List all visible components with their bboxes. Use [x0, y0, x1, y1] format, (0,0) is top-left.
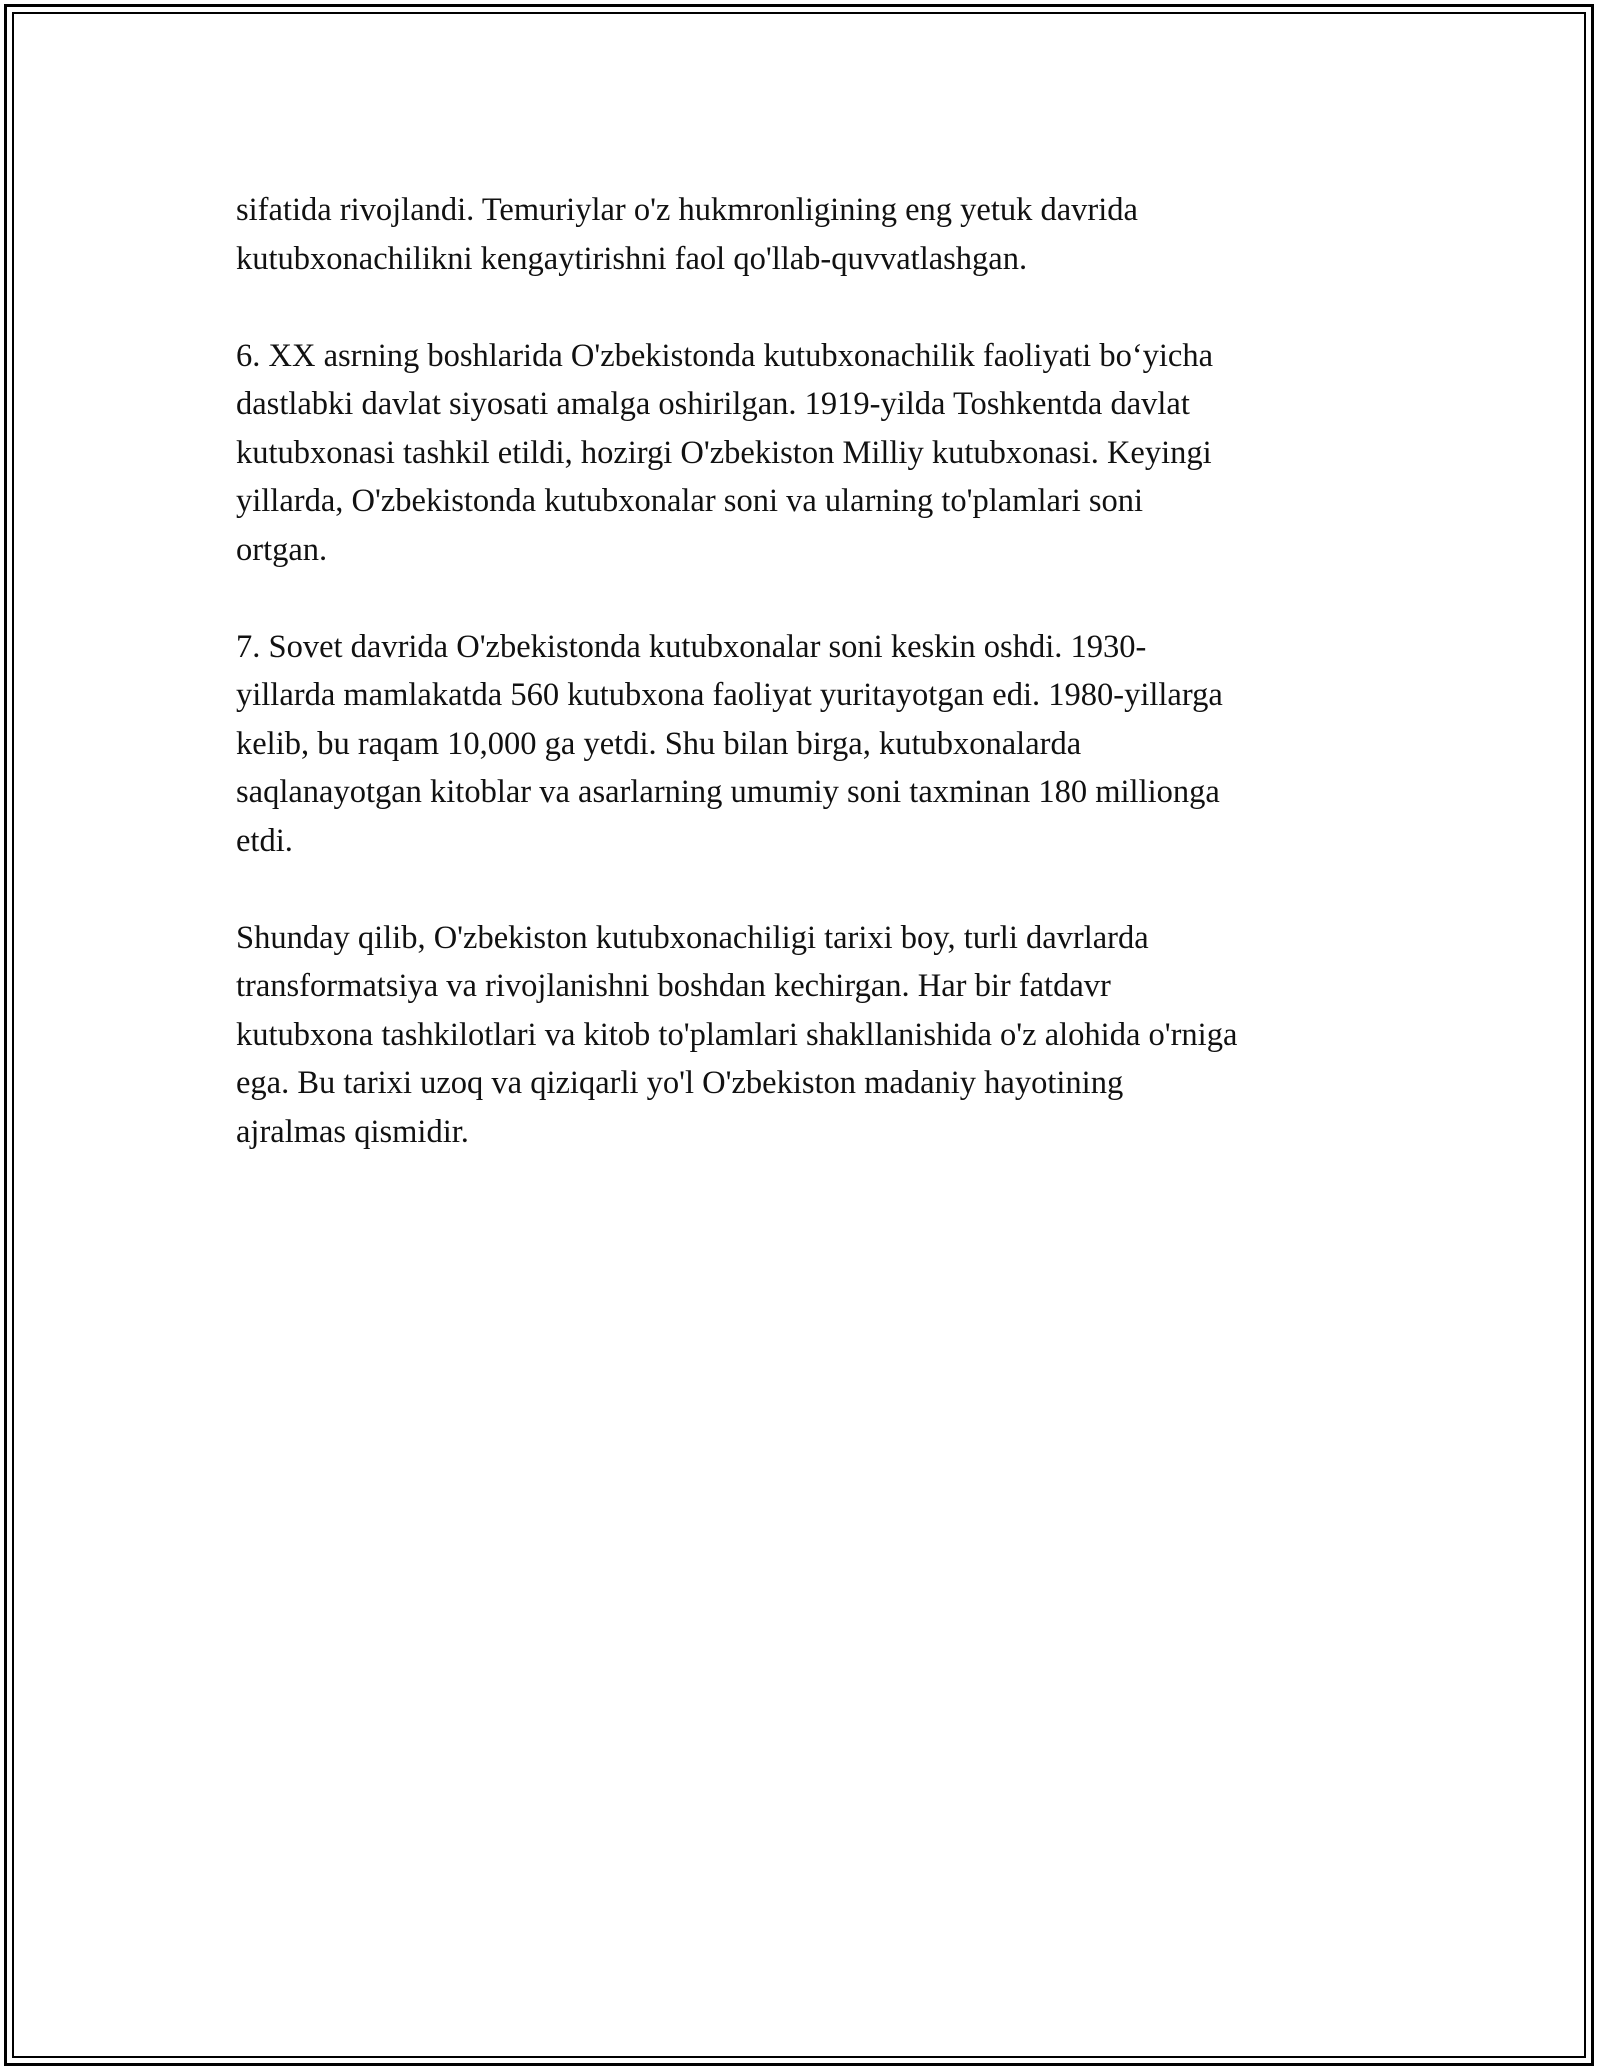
paragraph-item-7 [236, 623, 1386, 866]
document-body [236, 186, 1386, 1205]
text-line: saqlanayotgan kitoblar va asarlarning umumiy soni taxminan 180 millionga [236, 774, 1220, 810]
text-line: etdi. [236, 822, 293, 859]
text-line: yillarda, O'zbekistonda kutubxonalar soni va ularning to'plamlari soni [236, 483, 1144, 519]
text-line: ortgan. [236, 531, 328, 568]
paragraph-item-6 [236, 332, 1386, 575]
text-line: 7. Sovet davrida O'zbekistonda kutubxonalar soni keskin oshdi. 1930- [236, 628, 1147, 665]
paragraph-conclusion [236, 914, 1386, 1157]
text-line: kutubxona tashkilotlari va kitob to'plamlari shakllanishida o'z alohida o'rniga [236, 1016, 1238, 1053]
text-line: sifatida rivojlandi. Temuriylar o'z hukmronligining eng yetuk davrida [236, 192, 1138, 228]
text-line: kutubxonasi tashkil etildi, hozirgi O'zbekiston Milliy kutubxonasi. Keyingi [236, 434, 1212, 471]
text-line: kelib, bu raqam 10,000 ga yetdi. Shu bilan birga, kutubxonalarda [236, 725, 1082, 762]
paragraph-temuriylar [236, 186, 1386, 283]
text-line: ajralmas qismidir. [236, 1113, 469, 1150]
text-line: transformatsiya va rivojlanishni boshdan kechirgan. Har bir fatdavr [236, 968, 1111, 1004]
text-line: 6. XX asrning boshlarida O'zbekistonda kutubxonachilik faoliyati bo‘yicha [236, 337, 1214, 374]
text-line: ega. Bu tarixi uzoq va qiziqarli yo'l O'zbekiston madaniy hayotining [236, 1065, 1124, 1101]
text-line: yillarda mamlakatda 560 kutubxona faoliyat yuritayotgan edi. 1980-yillarga [236, 677, 1223, 713]
text-line: dastlabki davlat siyosati amalga oshirilgan. 1919-yilda Toshkentda davlat [236, 386, 1190, 422]
text-line: Shunday qilib, O'zbekiston kutubxonachiligi tarixi boy, turli davrlarda [236, 919, 1149, 956]
text-line: kutubxonachilikni kengaytirishni faol qo'llab-quvvatlashgan. [236, 240, 1028, 277]
